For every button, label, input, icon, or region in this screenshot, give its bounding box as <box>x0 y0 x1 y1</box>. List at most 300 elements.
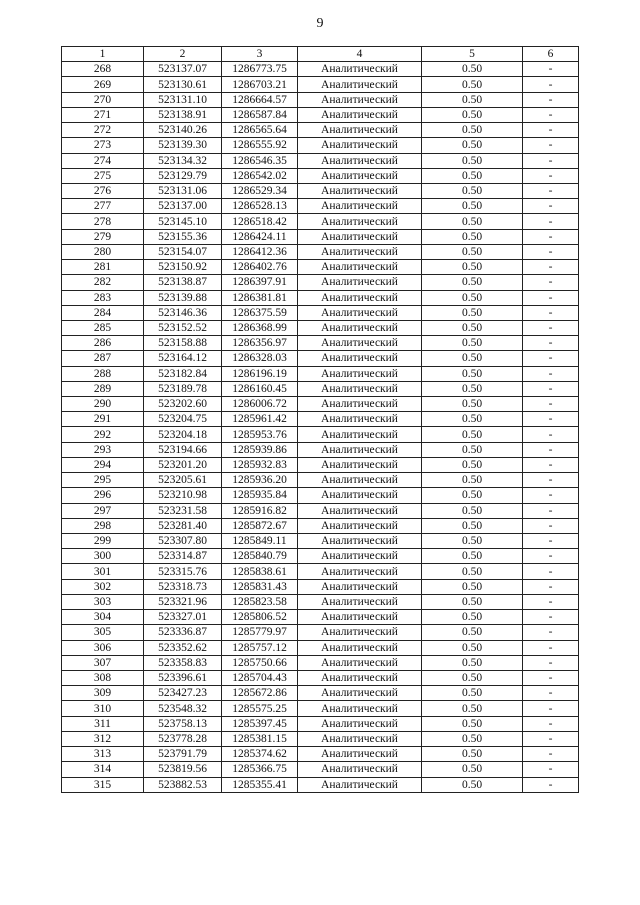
table-row <box>62 442 579 457</box>
table-cell: Аналитический <box>298 670 422 685</box>
table-cell: 0.50 <box>422 214 523 229</box>
table-cell: 0.50 <box>422 442 523 457</box>
table-cell: 1285704.43 <box>222 670 298 685</box>
table-cell: 523154.07 <box>144 244 222 259</box>
table-cell: 0.50 <box>422 412 523 427</box>
table-cell: 0.50 <box>422 473 523 488</box>
table-cell: 0.50 <box>422 518 523 533</box>
table-cell: 1286773.75 <box>222 62 298 77</box>
table-cell: - <box>523 473 579 488</box>
table-cell: Аналитический <box>298 320 422 335</box>
table-cell: 0.50 <box>422 701 523 716</box>
table-cell: 1286546.35 <box>222 153 298 168</box>
table-cell: 0.50 <box>422 625 523 640</box>
table-cell: Аналитический <box>298 503 422 518</box>
table-cell: - <box>523 701 579 716</box>
table-cell: 523189.78 <box>144 381 222 396</box>
table-cell: 1286703.21 <box>222 77 298 92</box>
table-cell: 0.50 <box>422 275 523 290</box>
table-cell: 0.50 <box>422 62 523 77</box>
table-cell: 285 <box>62 320 144 335</box>
table-cell: 1286006.72 <box>222 397 298 412</box>
table-row <box>62 473 579 488</box>
table-cell: 523146.36 <box>144 305 222 320</box>
table-cell: 523202.60 <box>144 397 222 412</box>
table-cell: 523155.36 <box>144 229 222 244</box>
table-row <box>62 214 579 229</box>
table-cell: 0.50 <box>422 168 523 183</box>
table-cell: - <box>523 457 579 472</box>
table-cell: 271 <box>62 107 144 122</box>
table-cell: Аналитический <box>298 777 422 792</box>
table-cell: 282 <box>62 275 144 290</box>
table-cell: 295 <box>62 473 144 488</box>
table-cell: 314 <box>62 762 144 777</box>
table-cell: 0.50 <box>422 777 523 792</box>
table-row <box>62 77 579 92</box>
table-cell: 294 <box>62 457 144 472</box>
table-cell: 287 <box>62 351 144 366</box>
table-cell: 1286424.11 <box>222 229 298 244</box>
table-cell: - <box>523 168 579 183</box>
table-cell: 0.50 <box>422 747 523 762</box>
table-cell: 284 <box>62 305 144 320</box>
table-cell: 1286402.76 <box>222 260 298 275</box>
table-cell: - <box>523 275 579 290</box>
table-cell: 1285672.86 <box>222 686 298 701</box>
table-cell: - <box>523 153 579 168</box>
table-cell: Аналитический <box>298 199 422 214</box>
table-cell: 281 <box>62 260 144 275</box>
table-cell: 0.50 <box>422 579 523 594</box>
table-cell: Аналитический <box>298 610 422 625</box>
table-cell: 523210.98 <box>144 488 222 503</box>
table-cell: Аналитический <box>298 153 422 168</box>
table-cell: 1285936.20 <box>222 473 298 488</box>
table-cell: 1285806.52 <box>222 610 298 625</box>
table-cell: - <box>523 92 579 107</box>
table-cell: 1285840.79 <box>222 549 298 564</box>
table-cell: - <box>523 351 579 366</box>
table-cell: - <box>523 244 579 259</box>
table-cell: 315 <box>62 777 144 792</box>
table-cell: 280 <box>62 244 144 259</box>
table-cell: 523205.61 <box>144 473 222 488</box>
table-cell: 523150.92 <box>144 260 222 275</box>
table-cell: Аналитический <box>298 366 422 381</box>
table-cell: - <box>523 655 579 670</box>
table-row <box>62 716 579 731</box>
table-cell: 0.50 <box>422 107 523 122</box>
table-row <box>62 488 579 503</box>
table-row <box>62 564 579 579</box>
table-cell: 1286412.36 <box>222 244 298 259</box>
table-cell: 523201.20 <box>144 457 222 472</box>
column-header: 5 <box>422 47 523 62</box>
table-cell: 0.50 <box>422 381 523 396</box>
table-row <box>62 579 579 594</box>
table-cell: 1285757.12 <box>222 640 298 655</box>
table-cell: 0.50 <box>422 153 523 168</box>
table-cell: 1285935.84 <box>222 488 298 503</box>
table-cell: 523139.30 <box>144 138 222 153</box>
table-cell: 277 <box>62 199 144 214</box>
table-cell: 523231.58 <box>144 503 222 518</box>
table-cell: 1285750.66 <box>222 655 298 670</box>
table-header-row <box>62 47 579 62</box>
table-cell: - <box>523 762 579 777</box>
table-cell: - <box>523 534 579 549</box>
table-row <box>62 412 579 427</box>
table-cell: 274 <box>62 153 144 168</box>
table-cell: 0.50 <box>422 610 523 625</box>
table-cell: 523882.53 <box>144 777 222 792</box>
table-cell: - <box>523 305 579 320</box>
table-row <box>62 655 579 670</box>
table-cell: 279 <box>62 229 144 244</box>
table-cell: 523358.83 <box>144 655 222 670</box>
table-cell: 296 <box>62 488 144 503</box>
table-cell: Аналитический <box>298 594 422 609</box>
table-cell: 1286587.84 <box>222 107 298 122</box>
table-cell: 290 <box>62 397 144 412</box>
table-cell: 523778.28 <box>144 731 222 746</box>
table-cell: 523327.01 <box>144 610 222 625</box>
table-cell: Аналитический <box>298 168 422 183</box>
table-row <box>62 747 579 762</box>
table-cell: 523321.96 <box>144 594 222 609</box>
table-cell: - <box>523 686 579 701</box>
column-header: 3 <box>222 47 298 62</box>
table-cell: 1286397.91 <box>222 275 298 290</box>
table-row <box>62 244 579 259</box>
table-row <box>62 366 579 381</box>
table-row <box>62 427 579 442</box>
table-cell: - <box>523 138 579 153</box>
table-cell: 0.50 <box>422 670 523 685</box>
table-row <box>62 518 579 533</box>
table-cell: - <box>523 442 579 457</box>
table-cell: 523164.12 <box>144 351 222 366</box>
table-cell: 523158.88 <box>144 336 222 351</box>
table-cell: - <box>523 62 579 77</box>
table-cell: 0.50 <box>422 183 523 198</box>
table-cell: 1286375.59 <box>222 305 298 320</box>
table-cell: 523819.56 <box>144 762 222 777</box>
table-cell: 297 <box>62 503 144 518</box>
table-cell: 310 <box>62 701 144 716</box>
table-cell: 278 <box>62 214 144 229</box>
table-cell: 0.50 <box>422 503 523 518</box>
table-cell: 0.50 <box>422 138 523 153</box>
table-cell: 1285575.25 <box>222 701 298 716</box>
table-row <box>62 275 579 290</box>
table-cell: - <box>523 549 579 564</box>
table-cell: 1285872.67 <box>222 518 298 533</box>
table-cell: 523134.32 <box>144 153 222 168</box>
coordinates-table <box>61 46 579 793</box>
table-cell: Аналитический <box>298 534 422 549</box>
table-cell: 270 <box>62 92 144 107</box>
table-cell: 1286555.92 <box>222 138 298 153</box>
table-cell: - <box>523 412 579 427</box>
table-cell: - <box>523 731 579 746</box>
table-cell: 523307.80 <box>144 534 222 549</box>
table-cell: 293 <box>62 442 144 457</box>
table-cell: 523314.87 <box>144 549 222 564</box>
table-cell: Аналитический <box>298 716 422 731</box>
table-row <box>62 62 579 77</box>
table-cell: Аналитический <box>298 305 422 320</box>
table-cell: Аналитический <box>298 655 422 670</box>
table-cell: 523137.07 <box>144 62 222 77</box>
table-cell: 0.50 <box>422 488 523 503</box>
table-cell: 302 <box>62 579 144 594</box>
table-row <box>62 199 579 214</box>
table-cell: Аналитический <box>298 260 422 275</box>
table-cell: 0.50 <box>422 686 523 701</box>
table-row <box>62 731 579 746</box>
table-cell: 1286160.45 <box>222 381 298 396</box>
table-cell: - <box>523 260 579 275</box>
table-cell: Аналитический <box>298 229 422 244</box>
table-cell: 523548.32 <box>144 701 222 716</box>
table-cell: - <box>523 488 579 503</box>
table-cell: Аналитический <box>298 731 422 746</box>
table-cell: - <box>523 381 579 396</box>
table-cell: 305 <box>62 625 144 640</box>
table-cell: 0.50 <box>422 199 523 214</box>
table-cell: 304 <box>62 610 144 625</box>
table-cell: 1285366.75 <box>222 762 298 777</box>
table-cell: 1285374.62 <box>222 747 298 762</box>
table-row <box>62 381 579 396</box>
table-cell: 523758.13 <box>144 716 222 731</box>
page-number: 9 <box>316 16 324 31</box>
table-cell: - <box>523 579 579 594</box>
table-cell: 0.50 <box>422 564 523 579</box>
table-cell: - <box>523 77 579 92</box>
table-cell: 276 <box>62 183 144 198</box>
table-cell: - <box>523 625 579 640</box>
table-cell: 523131.06 <box>144 183 222 198</box>
table-cell: 268 <box>62 62 144 77</box>
table-cell: 0.50 <box>422 336 523 351</box>
table-cell: 0.50 <box>422 351 523 366</box>
table-cell: 0.50 <box>422 320 523 335</box>
table-cell: 523281.40 <box>144 518 222 533</box>
table-cell: 523140.26 <box>144 123 222 138</box>
table-cell: 273 <box>62 138 144 153</box>
table-cell: Аналитический <box>298 579 422 594</box>
table-cell: 1285939.86 <box>222 442 298 457</box>
table-cell: Аналитический <box>298 686 422 701</box>
table-cell: - <box>523 366 579 381</box>
table-cell: 523139.88 <box>144 290 222 305</box>
table-cell: 523204.75 <box>144 412 222 427</box>
table-row <box>62 138 579 153</box>
table-cell: 303 <box>62 594 144 609</box>
table-cell: 1285961.42 <box>222 412 298 427</box>
table-cell: Аналитический <box>298 473 422 488</box>
table-cell: 1286328.03 <box>222 351 298 366</box>
table-cell: Аналитический <box>298 138 422 153</box>
table-cell: 312 <box>62 731 144 746</box>
table-cell: 1286528.13 <box>222 199 298 214</box>
table-cell: Аналитический <box>298 62 422 77</box>
table-row <box>62 168 579 183</box>
table-cell: 300 <box>62 549 144 564</box>
table-cell: 0.50 <box>422 594 523 609</box>
table-cell: 0.50 <box>422 290 523 305</box>
table-cell: Аналитический <box>298 336 422 351</box>
table-cell: - <box>523 336 579 351</box>
table-cell: - <box>523 183 579 198</box>
table-row <box>62 701 579 716</box>
table-cell: 1286664.57 <box>222 92 298 107</box>
table-cell: - <box>523 290 579 305</box>
table-cell: - <box>523 716 579 731</box>
table-cell: 523137.00 <box>144 199 222 214</box>
table-cell: Аналитический <box>298 381 422 396</box>
table-cell: - <box>523 747 579 762</box>
table-row <box>62 123 579 138</box>
table-cell: 523152.52 <box>144 320 222 335</box>
table-cell: Аналитический <box>298 549 422 564</box>
table-cell: 0.50 <box>422 534 523 549</box>
table-row <box>62 610 579 625</box>
table-row <box>62 229 579 244</box>
column-header: 2 <box>144 47 222 62</box>
table-cell: 269 <box>62 77 144 92</box>
table-cell: 523791.79 <box>144 747 222 762</box>
table-cell: Аналитический <box>298 747 422 762</box>
table-cell: - <box>523 564 579 579</box>
table-cell: 1285838.61 <box>222 564 298 579</box>
table-cell: 1285381.15 <box>222 731 298 746</box>
table-cell: 1286518.42 <box>222 214 298 229</box>
table-cell: Аналитический <box>298 457 422 472</box>
table-cell: 0.50 <box>422 731 523 746</box>
table-cell: 0.50 <box>422 305 523 320</box>
table-cell: 0.50 <box>422 762 523 777</box>
table-cell: 298 <box>62 518 144 533</box>
table-body <box>62 62 579 793</box>
table-cell: 1285823.58 <box>222 594 298 609</box>
table-cell: 523138.91 <box>144 107 222 122</box>
table-row <box>62 670 579 685</box>
table-cell: 0.50 <box>422 123 523 138</box>
table-cell: 523204.18 <box>144 427 222 442</box>
table-cell: 289 <box>62 381 144 396</box>
table-cell: Аналитический <box>298 183 422 198</box>
table-cell: 1286356.97 <box>222 336 298 351</box>
table-cell: - <box>523 320 579 335</box>
table-cell: 0.50 <box>422 457 523 472</box>
table-cell: Аналитический <box>298 351 422 366</box>
table-cell: - <box>523 214 579 229</box>
table-cell: 272 <box>62 123 144 138</box>
table-cell: 1285849.11 <box>222 534 298 549</box>
table-cell: 1285831.43 <box>222 579 298 594</box>
table-cell: 523138.87 <box>144 275 222 290</box>
table-cell: - <box>523 397 579 412</box>
table-row <box>62 153 579 168</box>
table-cell: - <box>523 229 579 244</box>
table-cell: 523131.10 <box>144 92 222 107</box>
table-cell: 1285932.83 <box>222 457 298 472</box>
table-cell: 308 <box>62 670 144 685</box>
table-cell: - <box>523 777 579 792</box>
table-cell: 0.50 <box>422 655 523 670</box>
table-row <box>62 686 579 701</box>
table-cell: 301 <box>62 564 144 579</box>
table-cell: 523315.76 <box>144 564 222 579</box>
table-cell: Аналитический <box>298 290 422 305</box>
table-cell: Аналитический <box>298 123 422 138</box>
table-cell: - <box>523 107 579 122</box>
table-cell: 1285953.76 <box>222 427 298 442</box>
table-cell: 0.50 <box>422 229 523 244</box>
table-cell: 0.50 <box>422 244 523 259</box>
table-cell: 1286529.34 <box>222 183 298 198</box>
table-cell: Аналитический <box>298 564 422 579</box>
table-cell: 311 <box>62 716 144 731</box>
table-cell: Аналитический <box>298 412 422 427</box>
table-cell: 0.50 <box>422 92 523 107</box>
table-row <box>62 320 579 335</box>
table-cell: 1286196.19 <box>222 366 298 381</box>
table-cell: 523145.10 <box>144 214 222 229</box>
table-cell: 313 <box>62 747 144 762</box>
table-cell: Аналитический <box>298 762 422 777</box>
table-cell: - <box>523 427 579 442</box>
table-row <box>62 183 579 198</box>
table-cell: 523427.23 <box>144 686 222 701</box>
table-cell: Аналитический <box>298 77 422 92</box>
table-row <box>62 762 579 777</box>
column-header: 4 <box>298 47 422 62</box>
table-row <box>62 503 579 518</box>
table-cell: 1285916.82 <box>222 503 298 518</box>
table-cell: - <box>523 518 579 533</box>
table-cell: 275 <box>62 168 144 183</box>
table-cell: - <box>523 123 579 138</box>
table-cell: Аналитический <box>298 518 422 533</box>
table-row <box>62 625 579 640</box>
table-cell: 1286381.81 <box>222 290 298 305</box>
table-cell: 0.50 <box>422 640 523 655</box>
table-cell: Аналитический <box>298 275 422 290</box>
table-row <box>62 336 579 351</box>
table-cell: 0.50 <box>422 366 523 381</box>
table-cell: Аналитический <box>298 640 422 655</box>
table-cell: 0.50 <box>422 716 523 731</box>
table-cell: 299 <box>62 534 144 549</box>
table-cell: 523130.61 <box>144 77 222 92</box>
table-row <box>62 777 579 792</box>
table-cell: 288 <box>62 366 144 381</box>
table-row <box>62 92 579 107</box>
table-row <box>62 260 579 275</box>
table-row <box>62 640 579 655</box>
table-cell: Аналитический <box>298 625 422 640</box>
table-cell: 1285779.97 <box>222 625 298 640</box>
table-cell: - <box>523 503 579 518</box>
table-cell: - <box>523 594 579 609</box>
table-cell: 306 <box>62 640 144 655</box>
table-cell: 523182.84 <box>144 366 222 381</box>
